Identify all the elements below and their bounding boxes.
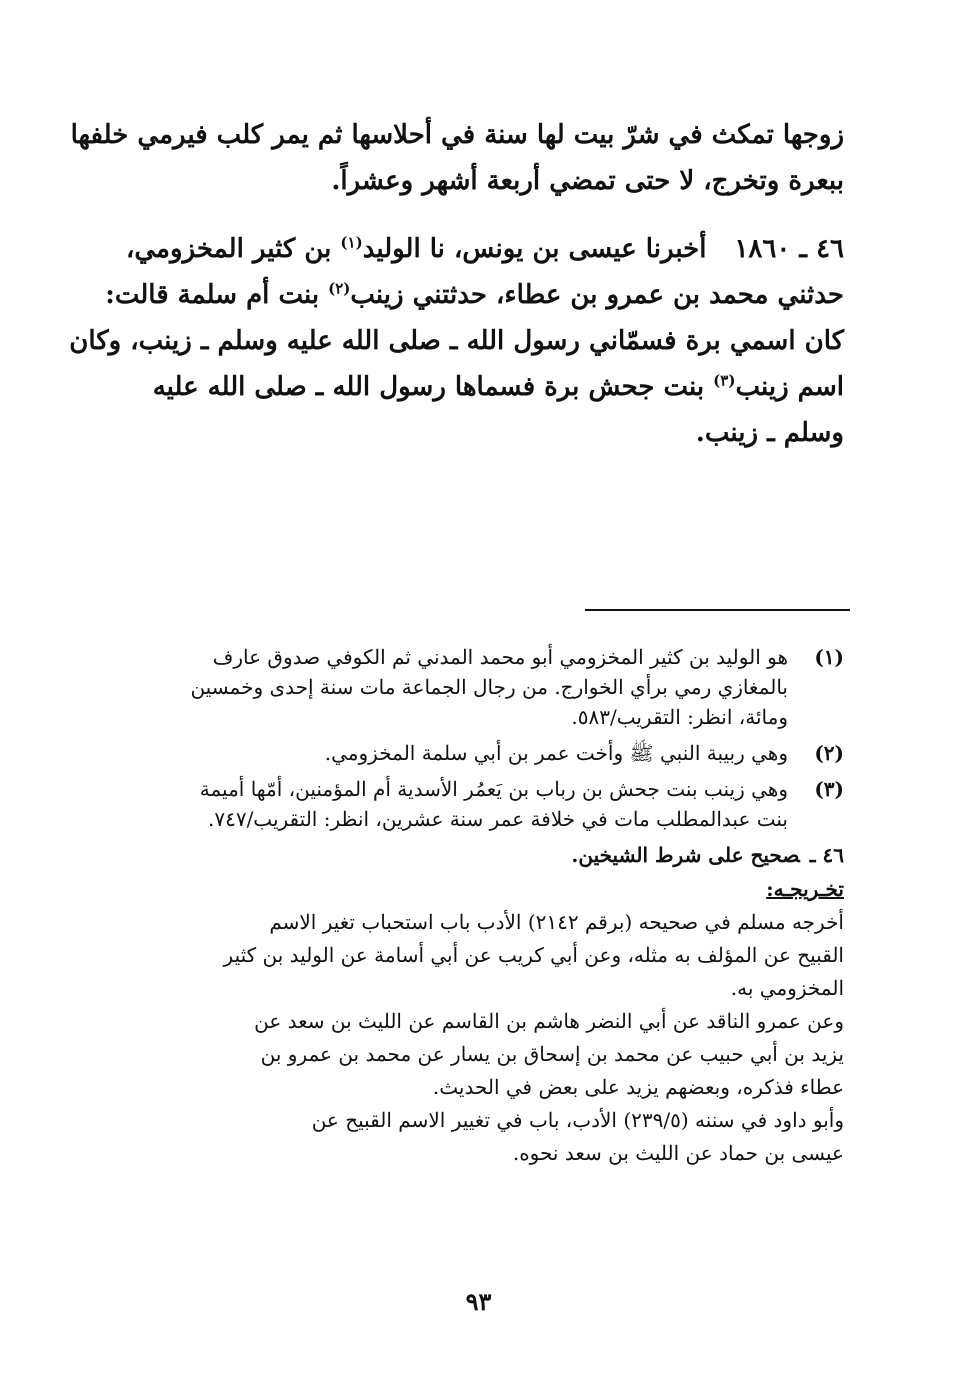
footnote-line: وهي ربيبة النبي ﷺ وأخت عمر بن أبي سلمة المخزومي.	[324, 741, 788, 765]
footnote-line: ومائة، انظر: التقريب/٥٨٣.	[571, 705, 788, 729]
takhrij-line: القبيح عن المؤلف به مثله، وعن أبي كريب عن أبي أسامة عن الوليد بن كثير	[223, 943, 844, 967]
takhrij-line: أخرجه مسلم في صحيحه (برقم ٢١٤٢) الأدب باب استحباب تغير الاسم	[269, 910, 844, 934]
takhrij-line: المخزومي به.	[730, 976, 844, 1000]
footnote-separator	[585, 609, 850, 611]
footnote-item	[154, 642, 844, 732]
hadith-text: أخبرنا عيسى بن يونس، نا الوليد	[362, 234, 707, 264]
takhrij-line: وأبو داود في سننه (٢٣٩/٥) الأدب، باب في تغيير الاسم القبيح عن	[311, 1108, 844, 1132]
footnote-ref: (١)	[340, 233, 363, 252]
intro-line: زوجها تمكث في شرّ بيت لها سنة في أحلاسها ثم يمر كلب فيرمي خلفها	[70, 120, 844, 150]
footnote-item	[154, 774, 844, 834]
takhrij-line: يزيد بن أبي حبيب عن محمد بن إسحاق بن يسار عن محمد بن عمرو بن	[260, 1042, 844, 1066]
takhrij-body	[154, 906, 844, 1170]
hadith-line: كان اسمي برة فسمّاني رسول الله ـ صلى الله عليه وسلم ـ زينب، وكان	[69, 326, 844, 356]
footnote-line: وهي زينب بنت جحش بن رباب بن يَعمُر الأسدية أم المؤمنين، أمّها أميمة	[199, 777, 788, 801]
verdict-text: صحيح على شرط الشيخين.	[571, 843, 800, 867]
verdict-number: ٤٦ ـ	[809, 843, 844, 867]
intro-paragraph	[70, 112, 844, 204]
hadith-text: بن كثير المخزومي،	[125, 234, 341, 264]
hadith-text: بنت جحش برة فسماها رسول الله ـ صلى الله عليه	[152, 372, 714, 402]
footnote-marker: (١)	[814, 645, 844, 669]
hadith-text: حدثني محمد بن عمرو بن عطاء، حدثتني زينب	[350, 280, 844, 310]
hadith-text: بنت أم سلمة قالت:	[105, 280, 329, 310]
hadith-verdict	[154, 840, 844, 870]
intro-line: ببعرة وتخرج، لا حتى تمضي أربعة أشهر وعشراً.	[331, 166, 844, 196]
footnote-item	[154, 738, 844, 768]
footnote-marker: (٢)	[814, 741, 844, 765]
page-number: ٩٣	[465, 1287, 492, 1316]
hadith-line	[105, 272, 844, 318]
footnote-ref: (٢)	[328, 279, 351, 298]
takhrij-line: عطاء فذكره، وبعضهم يزيد على بعض في الحديث.	[432, 1075, 844, 1099]
takhrij-heading	[154, 874, 844, 904]
footnote-ref: (٣)	[713, 371, 736, 390]
takhrij-heading-text: تخـريجـه:	[766, 877, 844, 901]
footnote-line: بنت عبدالمطلب مات في خلافة عمر سنة عشرين، انظر: التقريب/٧٤٧.	[207, 807, 788, 831]
footnote-line: هو الوليد بن كثير المخزومي أبو محمد المدني ثم الكوفي صدوق عارف	[212, 645, 788, 669]
hadith-line	[154, 364, 844, 410]
footnote-marker: (٣)	[814, 777, 844, 801]
hadith-paragraph	[69, 226, 844, 456]
hadith-line	[125, 226, 844, 272]
footnote-line: بالمغازي رمي برأي الخوارج. من رجال الجماعة مات سنة إحدى وخمسين	[190, 675, 788, 699]
hadith-number: ٤٦ ـ ١٨٦٠	[734, 234, 844, 264]
takhrij-line: عيسى بن حماد عن الليث بن سعد نحوه.	[512, 1141, 844, 1165]
takhrij-line: وعن عمرو الناقد عن أبي النضر هاشم بن القاسم عن الليث بن سعد عن	[254, 1009, 844, 1033]
hadith-line: وسلم ـ زينب.	[695, 418, 844, 448]
hadith-text: اسم زينب	[735, 372, 844, 402]
footnotes-section	[154, 642, 844, 1170]
